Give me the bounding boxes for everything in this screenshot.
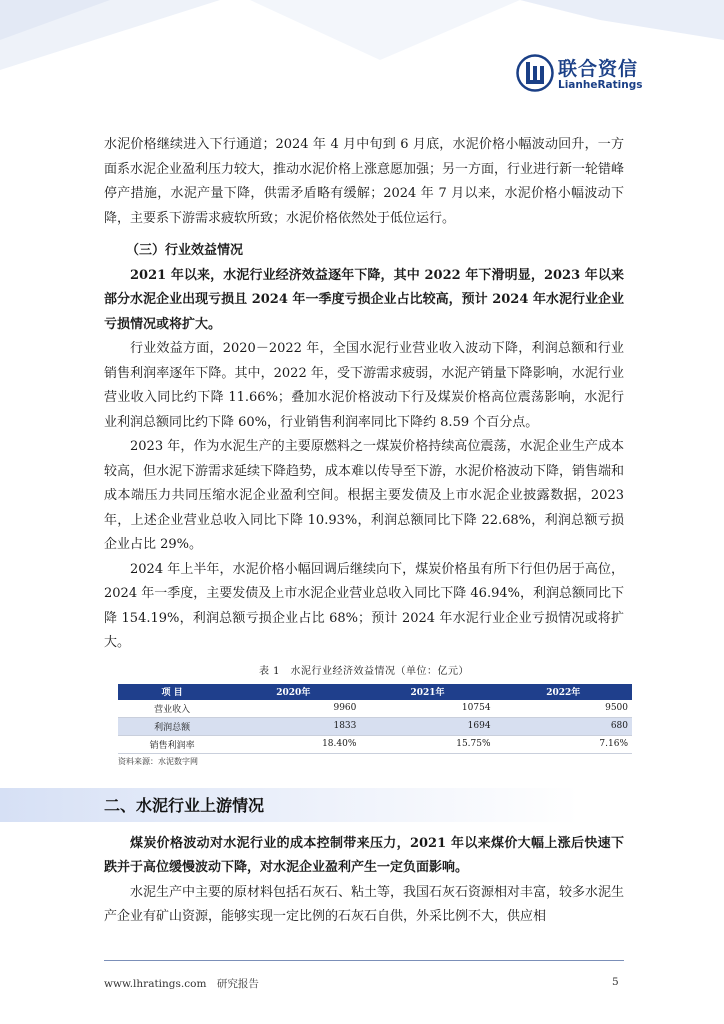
paragraph-raw-materials: 水泥生产中主要的原材料包括石灰石、粘土等，我国石灰石资源相对丰富，较多水泥生产企业有矿山资源，能够实现一定比例的石灰石自供，外采比例不大，供应相 [104,884,625,924]
paragraph-cement-price: 水泥价格继续进入下行通道；2024 年 4 月中旬到 6 月底，水泥价格小幅波动回升，一方面系水泥企业盈利压力较大，推动水泥价格上涨意愿加强；另一方面，行业进行新一轮错峰停产措施，水泥产量下降，供需矛盾略有缓解；2024 年 7 月以来，水泥价格小幅波动下降，主要系下游需求疲软所致；水泥价格依然处于低位运行。 [104,137,625,226]
logo-english-name: LianheRatings [558,79,643,91]
table-cell: 7.16% [495,735,632,753]
table-cell: 1833 [226,717,360,735]
table-cell: 9960 [226,700,360,718]
table-header-item: 项 目 [118,684,226,700]
table-header-row [118,684,632,700]
table-cell: 1694 [360,717,494,735]
table-row [118,735,632,753]
benefit-table [118,684,632,754]
table-cell-name: 营业收入 [118,700,226,718]
table-cell: 18.40% [226,735,360,753]
table-source: 资料来源：水泥数字网 [118,756,198,766]
benefit-table-block [104,664,628,768]
page-content [104,133,628,930]
table-cell: 15.75% [360,735,494,753]
paragraph-benefit-2024: 2024 年上半年，水泥价格小幅回调后继续向下，煤炭价格虽有所下行但仍居于高位，2024 年一季度，主要发债及上市水泥企业营业总收入同比下降 46.94%，利润总额同比下降 154.19%，利润总额亏损企业占比 68%；预计 2024 年水泥行业企业亏损情况或将扩大。 [104,561,624,650]
section-summary-benefit: 2021 年以来，水泥行业经济效益逐年下降，其中 2022 年下滑明显，2023 年以来部分水泥企业出现亏损且 2024 年一季度亏损企业占比较高，预计 2024 年水泥行业企业亏损情况或将扩大。 [104,267,624,332]
table-cell: 9500 [495,700,632,718]
paragraph-benefit-2023: 2023 年，作为水泥生产的主要原燃料之一煤炭价格持续高位震荡，水泥企业生产成本较高，但水泥下游需求延续下降趋势，成本难以传导至下游，水泥价格波动下降，销售端和成本端压力共同压缩水泥企业盈利空间。根据主要发债及上市水泥企业披露数据，2023 年，上述企业营业总收入同比下降 10.93%，利润总额同比下降 22.68%，利润总额亏损企业占比 29%。 [104,439,625,552]
table-cell: 680 [495,717,632,735]
paragraph-benefit-2020-2022: 行业效益方面，2020－2022 年，全国水泥行业营业收入波动下降，利润总额和行业销售利润率逐年下降。其中，2022 年，受下游需求疲弱，水泥产销量下降影响，水泥行业营业收入同比约下降 11.66%；叠加水泥价格波动下行及煤炭价格高位震荡影响，水泥行业利润总额同比约下降 60%，行业销售利润率同比下降约 8.59 个百分点。 [104,341,624,430]
section-title-industry-benefit: （三）行业效益情况 [126,243,244,258]
footer-website: www.lhratings.com 研究报告 [104,978,259,990]
page-number: 5 [612,976,619,988]
section-heading-upstream [0,788,724,822]
table-cell: 10754 [360,700,494,718]
company-logo [516,52,646,96]
table-cell-name: 利润总额 [118,717,226,735]
table-header-2021: 2021年 [360,684,494,700]
table-header-2022: 2022年 [495,684,632,700]
table-cell-name: 销售利润率 [118,735,226,753]
lianhe-logo-icon [516,54,554,92]
table-row [118,700,632,718]
table-row [118,717,632,735]
section-summary-upstream: 煤炭价格波动对水泥行业的成本控制带来压力，2021 年以来煤价大幅上涨后快速下跌并于高位缓慢波动下降，对水泥企业盈利产生一定负面影响。 [104,835,624,875]
footer-divider [104,960,624,961]
logo-chinese-name: 联合资信 [558,58,639,80]
table-caption: 表 1 水泥行业经济效益情况（单位：亿元） [258,665,470,677]
table-header-2020: 2020年 [226,684,360,700]
heading-text: 二、水泥行业上游情况 [104,795,265,815]
